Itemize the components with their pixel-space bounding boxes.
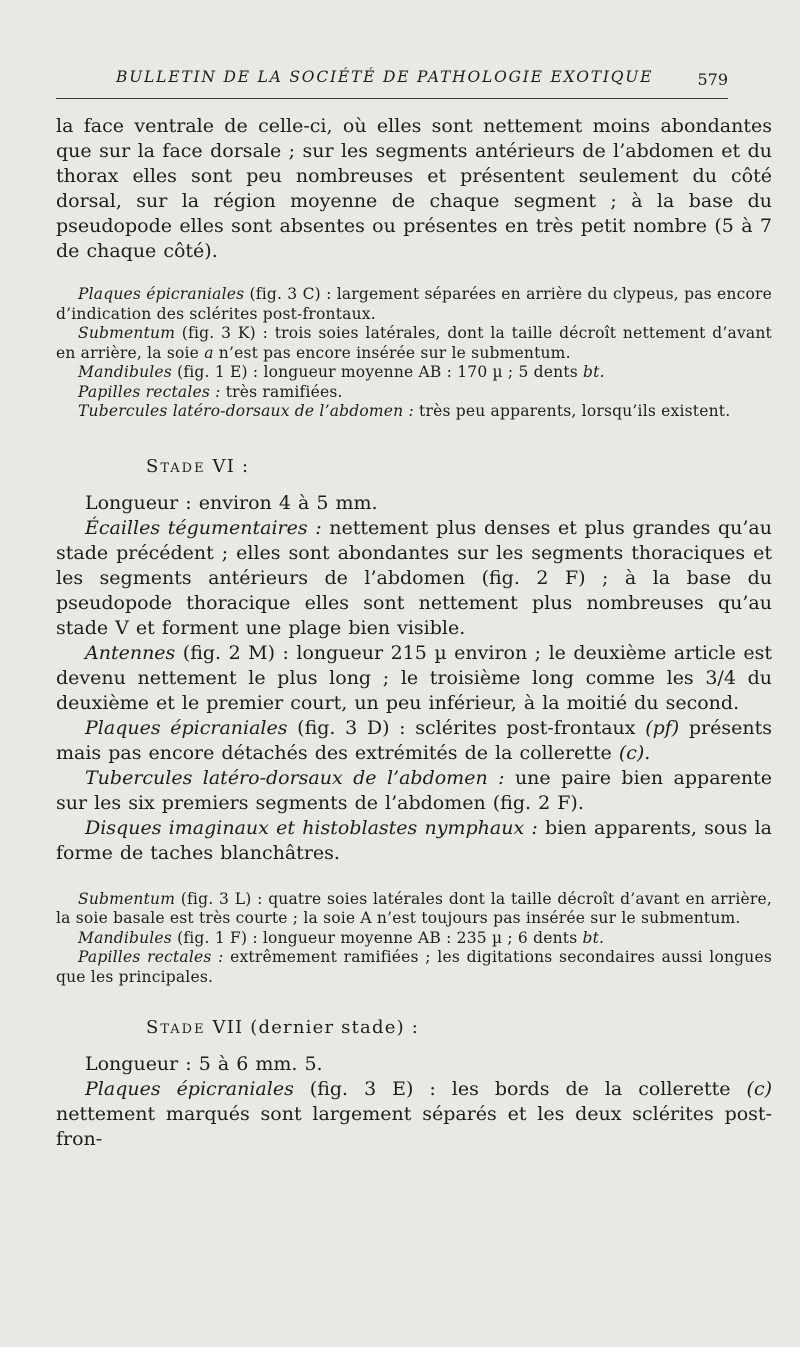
mandibules-vi: Mandibules (fig. 1 F) : longueur moyenne AB : 235 µ ; 6 dents bt. (78, 928, 605, 947)
mandibules-v: Mandibules (fig. 1 E) : longueur moyenne AB : 170 µ ; 5 dents bt. (78, 363, 605, 381)
page-number: 579 (697, 70, 728, 89)
body-text: la face ventrale de celle-ci, où elles sont nettement moins abondantes que sur la face dorsale ; sur les segments antérieurs de l’abdomen et du thorax elles sont peu nombreuses et présentent seulement du côté dorsal, sur la région moyenne de chaque segment ; à la base du pseudopode elles sont absentes ou présentes en très petit nombre (5 à 7 de chaque côté). (56, 115, 772, 262)
paragraph-continuation (56, 114, 772, 264)
stade-vii-heading: Stade VII (dernier stade) : (146, 1017, 419, 1038)
longueur-vii: Longueur : 5 à 6 mm. 5. (85, 1053, 323, 1075)
plaques-epicraniales-vii: Plaques épicraniales (fig. 3 E) : les bords de la collerette (c) nettement marqués sont largement séparés et les deux sclérites post-fron- (56, 1078, 772, 1150)
page-body (56, 114, 772, 1152)
tubercules-v: Tubercules latéro-dorsaux de l’abdomen : très peu apparents, lorsqu’ils existent. (78, 402, 731, 420)
papilles-rectales-v: Papilles rectales : très ramifiées. (78, 382, 343, 401)
tubercules-vi: Tubercules latéro-dorsaux de l’abdomen : une paire bien apparente sur les six premiers segments de l’abdomen (fig. 2 F). (56, 766, 772, 814)
stade-vii-body (56, 1052, 772, 1152)
papilles-rectales-vi: Papilles rectales : extrêmement ramifiées ; les digitations secondaires aussi longues que les principales. (56, 948, 772, 986)
longueur-vi: Longueur : environ 4 à 5 mm. (85, 491, 378, 514)
stade-v-details (56, 285, 772, 422)
plaques-epicraniales-v: Plaques épicraniales (fig. 3 C) : largement séparées en arrière du clypeus, pas encore d’indication des sclérites post-frontaux. (56, 285, 772, 323)
submentum-v: Submentum (fig. 3 K) : trois soies latérales, dont la taille décroît nettement d’avant en arrière, la soie a n’est pas encore insérée sur le submentum. (56, 324, 772, 362)
disques-vi: Disques imaginaux et histoblastes nymphaux : bien apparents, sous la forme de taches blanchâtres. (56, 816, 772, 864)
antennes-vi: Antennes (fig. 2 M) : longueur 215 µ environ ; le deuxième article est devenu nettement le plus long ; le troisième long comme les 3/4 du deuxième et le premier court, un peu inférieur, à la moitié du second. (56, 641, 772, 714)
submentum-vi: Submentum (fig. 3 L) : quatre soies latérales dont la taille décroît d’avant en arrière, la soie basale est très courte ; la soie A n’est toujours pas insérée sur le submentum. (56, 889, 772, 927)
journal-title: BULLETIN DE LA SOCIÉTÉ DE PATHOLOGIE EXOTIQUE (116, 68, 654, 86)
stade-vi-details (56, 890, 772, 988)
stade-vi-body (56, 491, 772, 866)
stade-vi-heading: Stade VI : (146, 455, 250, 477)
ecailles-vi: Écailles tégumentaires : nettement plus denses et plus grandes qu’au stade précédent ; elles sont abondantes sur les segments thoraciques et les segments antérieurs de l’abdomen (fig. 2 F) ; à la base du pseudopode thoracique elles sont nettement plus nombreuses qu’au stade V et forment une plage bien visible. (56, 516, 772, 639)
running-header (56, 66, 728, 99)
plaques-epicraniales-vi: Plaques épicraniales (fig. 3 D) : sclérites post-frontaux (pf) présents mais pas encore détachés des extrémités de la collerette (c). (56, 716, 772, 764)
